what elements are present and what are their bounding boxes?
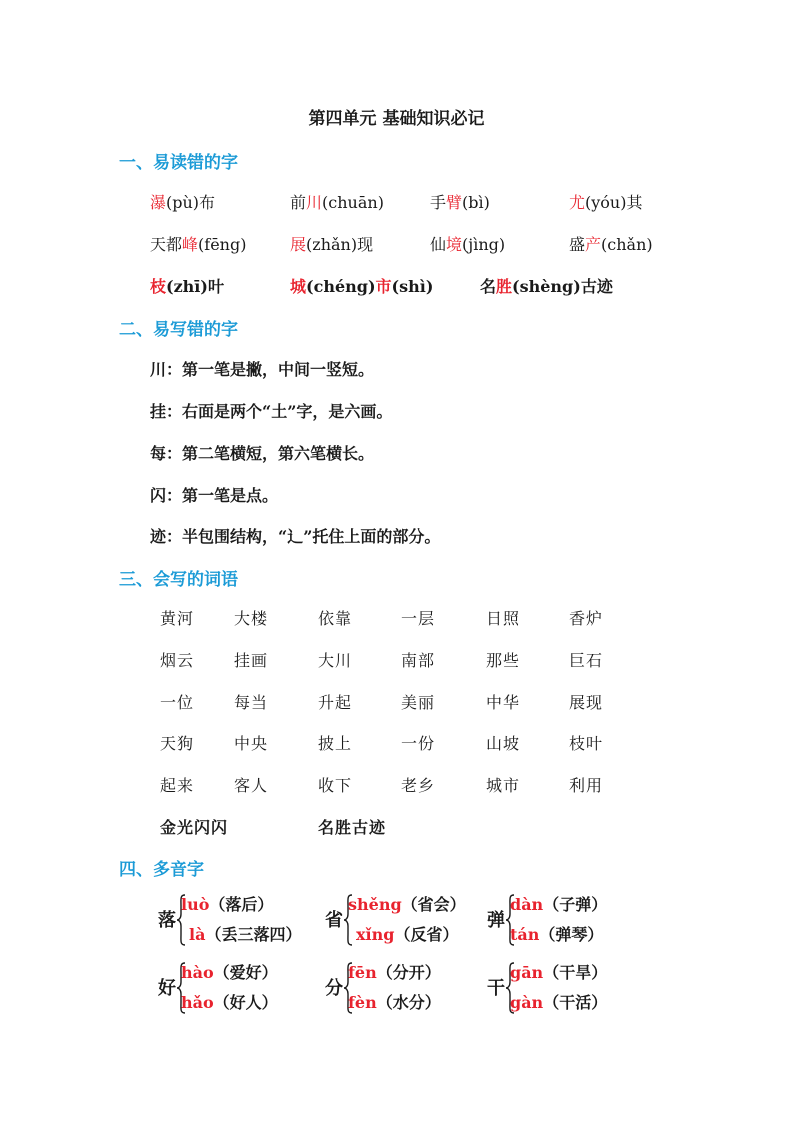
writing-rule: 闪：第一笔是点。 [150, 486, 279, 505]
reading-prefix: 手 [430, 193, 447, 212]
idiom: 名胜古迹 [318, 818, 387, 837]
section-heading-readings: 一、易读错的字 [119, 153, 238, 173]
polyphone-char: 好 [158, 978, 176, 999]
reading-suffix: (yóu)其 [585, 193, 643, 212]
pinyin: fēn [348, 963, 377, 982]
polyphone-reading [510, 892, 607, 915]
example-word: （反省） [394, 925, 459, 944]
word-item: 一层 [401, 609, 436, 628]
reading-highlight-char: 产 [585, 235, 602, 254]
word-item: 大楼 [234, 609, 269, 628]
polyphone-reading [181, 990, 278, 1013]
example-word: （省会） [401, 895, 466, 914]
polyphone-reading [181, 892, 273, 915]
word-item: 中华 [486, 693, 521, 712]
word-item: 披上 [318, 734, 353, 753]
example-word: （干活） [543, 993, 608, 1012]
reading-item [290, 274, 433, 297]
reading-prefix: 仙 [430, 235, 447, 254]
example-word: （水分） [376, 993, 441, 1012]
example-word: （丢三落四） [205, 925, 302, 944]
word-item: 老乡 [401, 776, 436, 795]
example-word: （好人） [213, 993, 278, 1012]
reading-suffix: (zhǎn)现 [306, 235, 374, 254]
word-item: 天狗 [160, 734, 195, 753]
reading-item [430, 190, 490, 213]
word-item: 烟云 [160, 651, 195, 670]
reading-item [430, 232, 505, 255]
pinyin: hǎo [181, 993, 214, 1012]
polyphone-char: 分 [325, 978, 343, 999]
reading-prefix: 盛 [569, 235, 586, 254]
section-heading-polyphones: 四、多音字 [119, 860, 204, 880]
word-item: 美丽 [401, 693, 436, 712]
example-word: （落后） [209, 895, 274, 914]
example-word: （干旱） [543, 963, 608, 982]
reading-highlight-char: 瀑 [150, 193, 167, 212]
reading-highlight-char: 川 [306, 193, 323, 212]
word-item: 城市 [486, 776, 521, 795]
reading-highlight-char: 胜 [496, 277, 513, 296]
reading-prefix: 名 [480, 277, 497, 296]
example-word: （子弹） [543, 895, 608, 914]
polyphone-char: 省 [325, 910, 343, 931]
polyphone-char: 落 [158, 910, 176, 931]
word-item: 起来 [160, 776, 195, 795]
polyphone-reading [348, 990, 441, 1013]
reading-prefix: 前 [290, 193, 307, 212]
reading-item [150, 190, 215, 213]
reading-highlight-char: 臂 [446, 193, 463, 212]
reading-suffix: (bì) [462, 193, 490, 212]
word-item: 利用 [569, 776, 604, 795]
word-item: 一份 [401, 734, 436, 753]
pinyin: hào [181, 963, 214, 982]
word-item: 黄河 [160, 609, 195, 628]
reading-suffix: (pù)布 [166, 193, 216, 212]
pinyin: tán [510, 925, 540, 944]
word-item: 南部 [401, 651, 436, 670]
reading-item [150, 274, 224, 297]
reading-row [0, 232, 793, 256]
pinyin: gàn [510, 993, 544, 1012]
word-item: 巨石 [569, 651, 604, 670]
word-item: 那些 [486, 651, 521, 670]
word-item: 升起 [318, 693, 353, 712]
polyphone-reading [181, 960, 278, 983]
reading-highlight-char: 峰 [182, 235, 199, 254]
reading-row [0, 274, 793, 298]
reading-item [480, 274, 613, 297]
reading-highlight-char: 城 [290, 277, 307, 296]
word-item: 每当 [234, 693, 269, 712]
word-item: 香炉 [569, 609, 604, 628]
word-item: 山坡 [486, 734, 521, 753]
reading-item [150, 232, 246, 255]
section-heading-words: 三、会写的词语 [119, 570, 238, 590]
reading-highlight-char: 境 [446, 235, 463, 254]
reading-highlight-char: 枝 [150, 277, 167, 296]
word-item: 客人 [234, 776, 269, 795]
pinyin: dàn [510, 895, 544, 914]
pinyin: luò [181, 895, 210, 914]
word-item: 依靠 [318, 609, 353, 628]
word-item: 日照 [486, 609, 521, 628]
reading-item [290, 232, 373, 255]
reading-suffix: (zhī)叶 [166, 277, 224, 296]
word-item: 展现 [569, 693, 604, 712]
word-item: 中央 [234, 734, 269, 753]
reading-item [290, 190, 384, 213]
section-heading-writing: 二、易写错的字 [119, 320, 238, 340]
example-word: （爱好） [213, 963, 278, 982]
pinyin: shěng [348, 895, 402, 914]
polyphone-reading [510, 922, 603, 945]
writing-rule: 川：第一笔是撇，中间一竖短。 [150, 360, 375, 379]
pinyin: là [189, 925, 206, 944]
reading-item [569, 190, 642, 213]
polyphone-reading [356, 922, 458, 945]
pinyin: gān [510, 963, 544, 982]
example-word: （弹琴） [539, 925, 604, 944]
polyphone-reading [189, 922, 301, 945]
word-item: 大川 [318, 651, 353, 670]
reading-highlight-char: 尤 [569, 193, 586, 212]
reading-suffix: (chéng) [306, 277, 376, 296]
example-word: （分开） [376, 963, 441, 982]
reading-suffix: (chuān) [322, 193, 384, 212]
reading-row [0, 190, 793, 214]
pinyin: fèn [348, 993, 377, 1012]
word-item: 挂画 [234, 651, 269, 670]
polyphone-reading [510, 990, 607, 1013]
polyphone-reading [348, 960, 441, 983]
reading-suffix: (shèng)古迹 [512, 277, 613, 296]
word-item: 一位 [160, 693, 195, 712]
reading-highlight-char: 市 [375, 277, 392, 296]
polyphone-reading [510, 960, 607, 983]
reading-suffix: (shì) [391, 277, 434, 296]
polyphone-char: 弹 [487, 910, 505, 931]
writing-rule: 每：第二笔横短，第六笔横长。 [150, 444, 375, 463]
writing-rule: 挂：右面是两个“土”字，是六画。 [150, 402, 393, 421]
reading-suffix: (jìng) [462, 235, 506, 254]
page-title: 第四单元 基础知识必记 [308, 109, 485, 129]
polyphone-reading [348, 892, 466, 915]
word-item: 枝叶 [569, 734, 604, 753]
reading-item [569, 232, 653, 255]
reading-highlight-char: 展 [290, 235, 307, 254]
writing-rule: 迹：半包围结构，“辶”托住上面的部分。 [150, 527, 441, 546]
word-item: 收下 [318, 776, 353, 795]
polyphone-char: 干 [487, 978, 505, 999]
reading-suffix: (chǎn) [601, 235, 653, 254]
reading-suffix: (fēng) [198, 235, 247, 254]
reading-prefix: 天都 [150, 235, 183, 254]
pinyin: xǐng [356, 925, 395, 944]
idiom: 金光闪闪 [160, 818, 229, 837]
